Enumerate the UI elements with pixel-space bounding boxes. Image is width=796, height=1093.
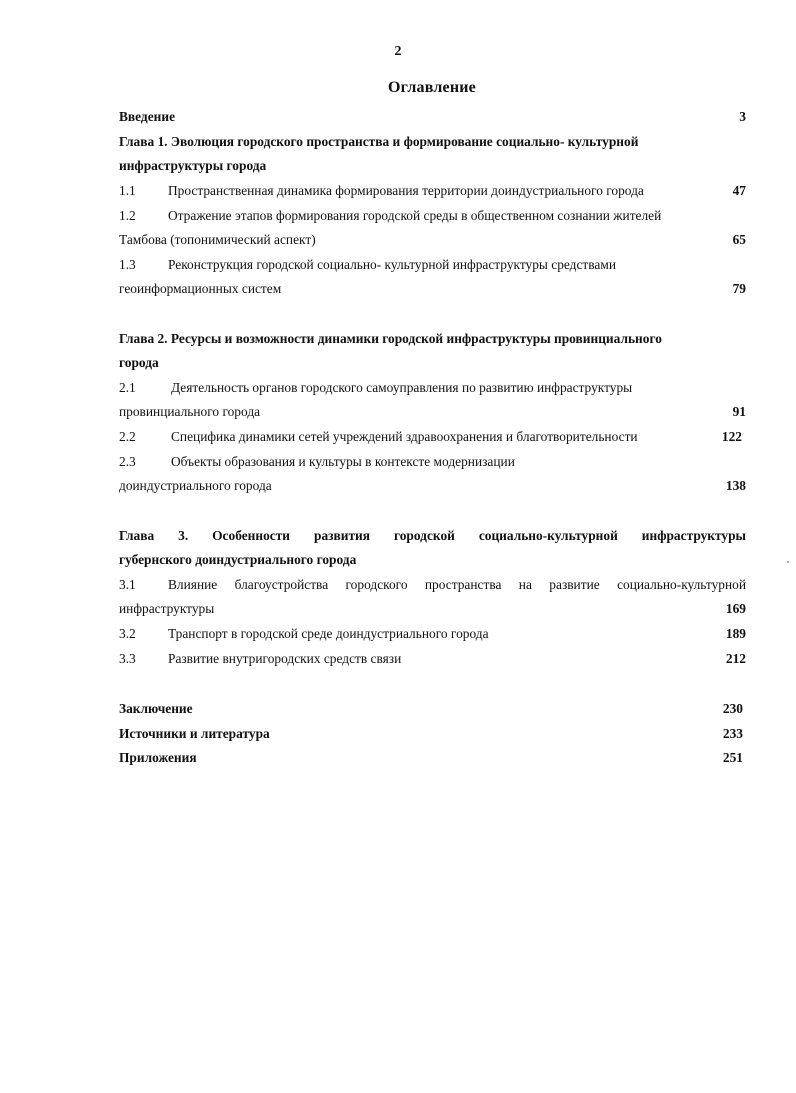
entry-page: 138 [725,478,746,493]
toc-entry-conclusion [119,698,746,720]
entry-page: 230 [722,701,743,716]
entry-page: 212 [725,651,746,666]
entry-number: 1.2 [119,208,136,223]
entry-page: 65 [732,232,746,247]
entry-text: Пространственная динамика формирования территории доиндустриального города [168,183,644,198]
entry-text: инфраструктуры [119,601,215,616]
entry-page: 79 [732,281,746,296]
chapter3-title-line2: губернского доиндустриального города [119,552,357,567]
toc-entry-3-1-cont [119,598,746,620]
toc-entry-3-2 [119,623,746,645]
entry-text: Тамбова (топонимический аспект) [119,232,316,247]
entry-text: Специфика динамики сетей учреждений здравоохранения и благотворительности [171,429,638,444]
toc-entry-2-2 [119,426,746,448]
entry-number: 3.2 [119,626,136,641]
entry-page: 169 [725,601,746,616]
toc-entry-1-1 [119,180,746,202]
entry-text: Отражение этапов формирования городской среды в общественном сознании жителей [168,208,662,223]
entry-page: 189 [725,626,746,641]
toc-entry-2-3-cont [119,475,746,497]
toc-entry-2-3 [119,451,746,473]
scan-speck [787,561,789,563]
toc-entry-3-1 [119,574,746,596]
chapter3-title-line1: Глава 3. Особенности развития городской социально-культурной инфраструктуры [119,528,746,543]
chapter2-title-line2: города [119,355,159,370]
page-number: 2 [394,44,402,59]
chapter1-title-line2: инфраструктуры города [119,158,267,173]
entry-number: 1.3 [119,257,136,272]
entry-text: Влияние благоустройства городского пространства на развитие социально-культурной [168,577,746,592]
entry-number: 1.1 [119,183,136,198]
entry-page: 91 [732,404,746,419]
toc-entry-2-1 [119,377,746,399]
toc-title: Оглавление [388,79,476,96]
entry-number: 2.1 [119,380,136,395]
entry-number: 3.3 [119,651,136,666]
entry-page: 122 [721,429,742,444]
entry-text: Развитие внутригородских средств связи [168,651,402,666]
toc-entry-1-2 [119,205,746,227]
toc-entry-3-3 [119,648,746,670]
entry-text: провинциального города [119,404,261,419]
entry-label: Источники и литература [119,726,270,741]
entry-number: 3.1 [119,577,136,592]
entry-page: 3 [739,109,746,124]
entry-page: 233 [722,726,743,741]
entry-label: Заключение [119,701,193,716]
entry-text: доиндустриального города [119,478,272,493]
entry-number: 2.2 [119,429,136,444]
entry-page: 251 [722,750,743,765]
entry-text: Объекты образования и культуры в контексте модернизации [171,454,515,469]
toc-entry-1-3 [119,254,746,276]
toc-entry-intro [119,106,746,128]
entry-text: Транспорт в городской среде доиндустриального города [168,626,489,641]
toc-entry-appendices [119,747,746,769]
chapter1-title-line1: Глава 1. Эволюция городского пространства и формирование социально- культурной [119,134,639,149]
entry-text: Реконструкция городской социально- культурной инфраструктуры средствами [168,257,617,272]
toc-entry-sources [119,723,746,745]
entry-label: Введение [119,109,176,124]
entry-text: Деятельность органов городского самоуправления по развитию инфраструктуры [171,380,633,395]
entry-label: Приложения [119,750,197,765]
entry-text: геоинформационных систем [119,281,282,296]
toc-entry-2-1-cont [119,401,746,423]
entry-page: 47 [732,183,746,198]
entry-number: 2.3 [119,454,136,469]
toc-entry-1-2-cont [119,229,746,251]
chapter2-title-line1: Глава 2. Ресурсы и возможности динамики городской инфраструктуры провинциального [119,331,662,346]
toc-entry-1-3-cont [119,278,746,300]
